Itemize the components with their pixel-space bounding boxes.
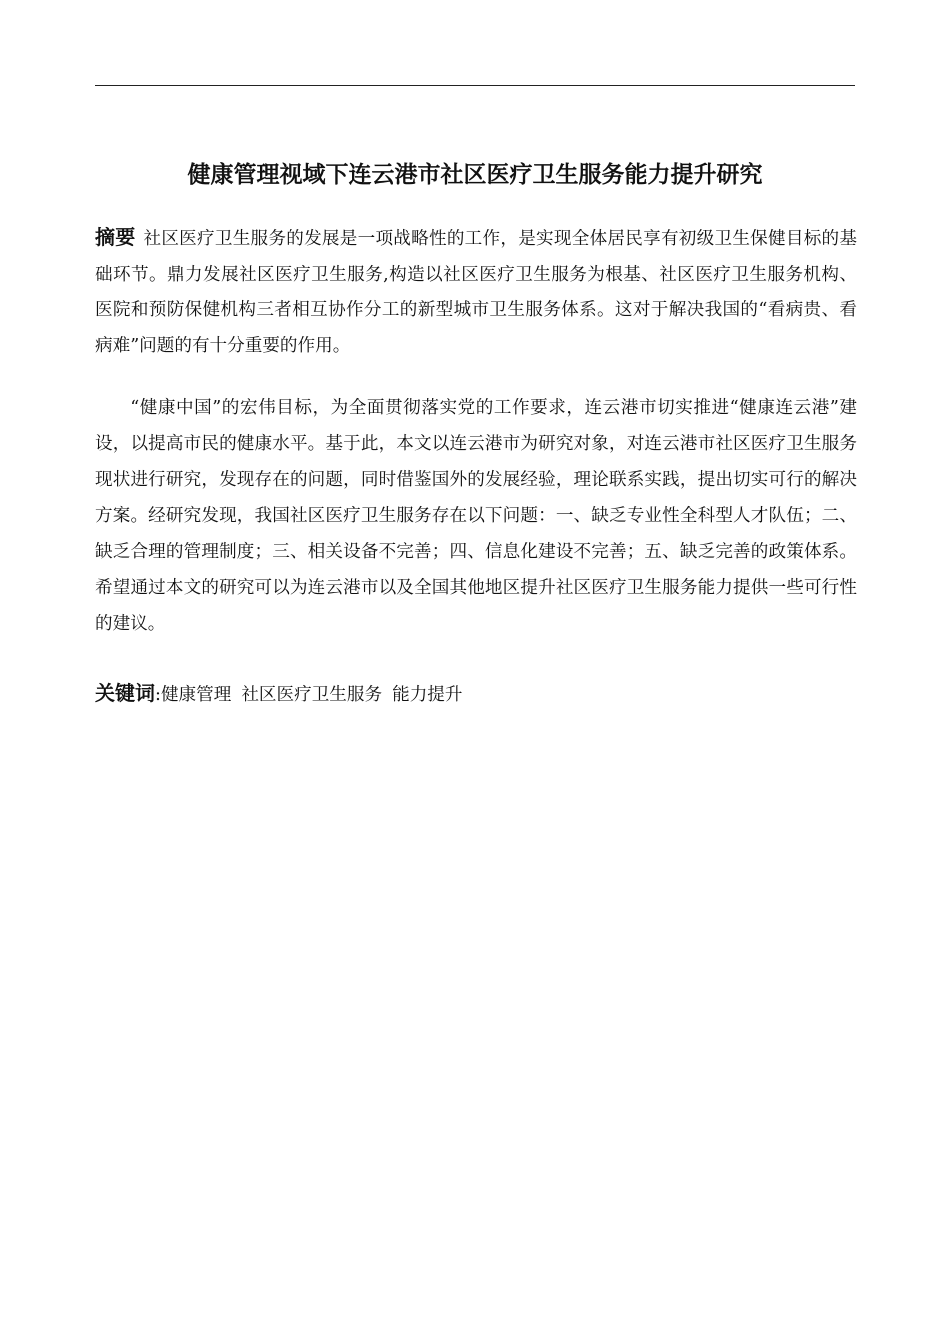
keyword: 健康管理 [160,685,232,705]
keyword: 能力提升 [392,685,463,705]
abstract-label: 摘要 [95,225,136,249]
body-paragraph: “健康中国”的宏伟目标，为全面贯彻落实党的工作要求，连云港市切实推进“健康连云港”建设，以提高市民的健康水平。基于此，本文以连云港市为研究对象，对连云港市社区医疗卫生服务现状进行研究，发现存在的问题，同时借鉴国外的发展经验，理论联系实践，提出切实可行的解决方案。经研究发现，我国社区医疗卫生服务存在以下问题：一、缺乏专业性全科型人才队伍；二、缺乏合理的管理制度；三、相关设备不完善；四、信息化建设不完善；五、缺乏完善的政策体系。希望通过本文的研究可以为连云港市以及全国其他地区提升社区医疗卫生服务能力提供一些可行性的建议。 [95,398,857,634]
keywords-separator: : [155,685,161,705]
keywords-label: 关键词 [95,681,155,705]
header-rule [95,85,855,86]
keywords-line [95,675,855,713]
document-title: 健康管理视域下连云港市社区医疗卫生服务能力提升研究 [187,162,763,188]
abstract-text: 社区医疗卫生服务的发展是一项战略性的工作，是实现全体居民享有初级卫生保健目标的基础环节。鼎力发展社区医疗卫生服务,构造以社区医疗卫生服务为根基、社区医疗卫生服务机构、医院和预防保健机构三者相互协作分工的新型城市卫生服务体系。这对于解决我国的“看病贵、看病难”问题的有十分重要的作用。 [95,229,857,356]
abstract-paragraph [95,220,857,364]
keyword: 社区医疗卫生服务 [241,685,383,705]
